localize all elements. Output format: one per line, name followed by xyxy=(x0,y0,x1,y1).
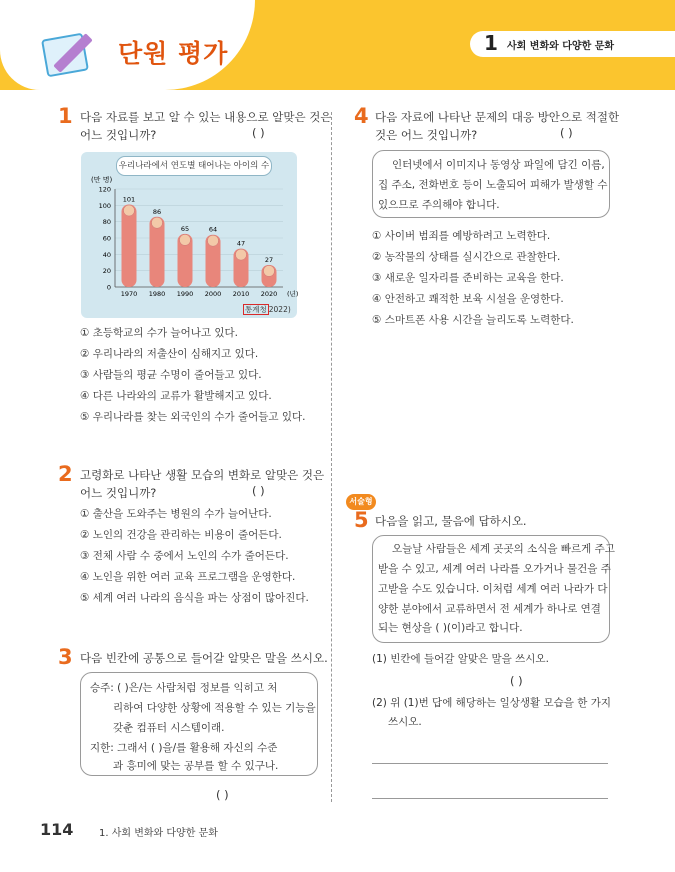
baby-face-icon xyxy=(236,249,247,260)
baby-face-icon xyxy=(152,217,163,228)
q5-answer-line-2[interactable] xyxy=(372,798,608,799)
source-tag: 통계청 xyxy=(245,305,267,314)
y-tick-label: 0 xyxy=(106,283,111,292)
unit-title: 단원 평가 xyxy=(118,39,229,68)
q2-options xyxy=(80,504,309,609)
baby-face-icon xyxy=(124,205,135,216)
y-unit-label: (만 명) xyxy=(91,176,113,184)
q4-option-5[interactable]: ⑤ 스마트폰 사용 시간을 늘리도록 노력한다. xyxy=(372,314,574,326)
q2-number: 2 xyxy=(58,462,73,486)
x-tick-label: 2010 xyxy=(232,290,250,298)
q4-text-line1: 다음 자료에 나타난 문제의 대응 방안으로 적절한 xyxy=(375,110,620,124)
q5-box-2: 받을 수 있고, 세계 여러 나라를 오가거나 물건을 주 xyxy=(378,563,611,575)
q1-text-line2: 어느 것입니까? xyxy=(80,128,157,142)
value-label: 47 xyxy=(236,239,246,248)
q5-number: 5 xyxy=(354,508,369,532)
q1-option-4[interactable]: ④ 다른 나라와의 교류가 활발해지고 있다. xyxy=(80,390,272,402)
q5-sub1-paren[interactable]: ( ) xyxy=(510,674,523,688)
q2-option-2[interactable]: ② 노인의 건강을 관리하는 비용이 줄어든다. xyxy=(80,529,282,541)
q1-number: 1 xyxy=(58,104,73,128)
q5-box-1: 오늘날 사람들은 세계 곳곳의 소식을 빠르게 주고 xyxy=(392,543,615,555)
q3-dialog-2: 리하여 다양한 상황에 적용할 수 있는 기능을 xyxy=(113,702,316,714)
q2-option-3[interactable]: ③ 전체 사람 수 중에서 노인의 수가 줄어든다. xyxy=(80,550,289,562)
q2-answer-paren[interactable]: ( ) xyxy=(252,484,265,498)
q4-options xyxy=(372,226,574,331)
q3-text: 다음 빈칸에 공통으로 들어갈 알맞은 말을 쓰시오. xyxy=(80,651,328,665)
q1-option-5[interactable]: ⑤ 우리나라를 찾는 외국인의 수가 줄어들고 있다. xyxy=(80,411,306,423)
q4-box-3: 있으므로 주의해야 합니다. xyxy=(378,199,500,211)
baby-face-icon xyxy=(208,235,219,246)
q5-sub1: (1) 빈칸에 들어갈 알맞은 말을 쓰시오. xyxy=(372,653,549,665)
q5-box-3: 고받을 수도 있습니다. 이처럼 세계 여러 나라가 다 xyxy=(378,583,608,595)
y-tick-label: 120 xyxy=(98,185,111,194)
q5-sub2-line1: (2) 위 (1)번 답에 해당하는 일상생활 모습을 한 가지 xyxy=(372,697,612,709)
source-year: 2022) xyxy=(268,305,291,314)
x-tick-label: 1980 xyxy=(148,290,166,298)
value-label: 64 xyxy=(208,225,218,234)
q4-number: 4 xyxy=(354,104,369,128)
x-tick-label: 1990 xyxy=(176,290,194,298)
q1-answer-paren[interactable]: ( ) xyxy=(252,126,265,140)
value-label: 65 xyxy=(180,224,190,233)
baby-face-icon xyxy=(180,234,191,245)
q3-dialog-3: 갖춘 컴퓨터 시스템이래. xyxy=(113,722,225,734)
value-label: 27 xyxy=(264,255,274,264)
q4-option-4[interactable]: ④ 안전하고 쾌적한 보육 시설을 운영한다. xyxy=(372,293,564,305)
q4-option-2[interactable]: ② 농작물의 상태를 실시간으로 관찰한다. xyxy=(372,251,561,263)
chart-title: 우리나라에서 연도별 태어나는 아이의 수 xyxy=(116,156,272,176)
bar-chart xyxy=(81,152,297,318)
page-number: 114 xyxy=(40,820,74,839)
q1-options xyxy=(80,323,306,428)
q3-answer-paren[interactable]: ( ) xyxy=(216,788,229,802)
unit-name: 사회 변화와 다양한 문화 xyxy=(507,41,615,52)
q1-text-line1: 다음 자료를 보고 알 수 있는 내용으로 알맞은 것은 xyxy=(80,110,332,124)
q5-text: 다음을 읽고, 물음에 답하시오. xyxy=(375,514,527,528)
q3-dialog-1: 승주: ( )은/는 사람처럼 정보를 익히고 처 xyxy=(90,682,278,694)
q4-answer-paren[interactable]: ( ) xyxy=(560,126,573,140)
x-tick-label: 2020 xyxy=(260,290,278,298)
q4-option-3[interactable]: ③ 새로운 일자리를 준비하는 교육을 한다. xyxy=(372,272,564,284)
value-label: 101 xyxy=(122,195,136,204)
column-divider xyxy=(331,112,332,802)
q5-sub2-line2: 쓰시오. xyxy=(388,716,422,728)
y-tick-label: 20 xyxy=(102,267,111,276)
q4-option-1[interactable]: ① 사이버 범죄를 예방하려고 노력한다. xyxy=(372,230,551,242)
q5-box-5: 되는 현상을 ( )(이)라고 합니다. xyxy=(378,622,523,634)
unit-number: 1 xyxy=(484,31,498,55)
q2-option-5[interactable]: ⑤ 세계 여러 나라의 음식을 파는 상점이 많아진다. xyxy=(80,592,309,604)
footer-text: 1. 사회 변화와 다양한 문화 xyxy=(99,828,218,839)
q2-option-4[interactable]: ④ 노인을 위한 여러 교육 프로그램을 운영한다. xyxy=(80,571,296,583)
y-tick-label: 60 xyxy=(102,234,111,243)
chart-source xyxy=(243,304,291,315)
q3-dialog-5: 과 흥미에 맞는 공부를 할 수 있구나. xyxy=(113,760,279,772)
q4-text-line2: 것은 어느 것입니까? xyxy=(375,128,478,142)
q2-text-line1: 고령화로 나타난 생활 모습의 변화로 알맞은 것은 xyxy=(80,468,325,482)
x-tick-label: 1970 xyxy=(120,290,138,298)
bar xyxy=(122,205,137,287)
q2-option-1[interactable]: ① 출산을 도와주는 병원의 수가 늘어난다. xyxy=(80,508,272,520)
q4-box-2: 집 주소, 전화번호 등이 노출되어 피해가 발생할 수 xyxy=(378,179,608,191)
q1-option-3[interactable]: ③ 사람들의 평균 수명이 줄어들고 있다. xyxy=(80,369,262,381)
q1-option-1[interactable]: ① 초등학교의 수가 늘어나고 있다. xyxy=(80,327,238,339)
q2-text-line2: 어느 것입니까? xyxy=(80,486,157,500)
y-tick-label: 100 xyxy=(98,201,111,210)
y-tick-label: 40 xyxy=(102,250,111,259)
y-tick-label: 80 xyxy=(102,218,111,227)
q5-answer-line-1[interactable] xyxy=(372,763,608,764)
baby-face-icon xyxy=(264,265,275,276)
q3-dialog-4: 지한: 그래서 ( )을/를 활용해 자신의 수준 xyxy=(90,742,278,754)
q5-box-4: 양한 분야에서 교류하면서 전 세계가 하나로 연결 xyxy=(378,603,601,615)
q3-number: 3 xyxy=(58,645,73,669)
q1-option-2[interactable]: ② 우리나라의 저출산이 심해지고 있다. xyxy=(80,348,259,360)
descriptive-badge: 서술형 xyxy=(346,494,376,510)
x-unit-label: (년) xyxy=(287,290,299,298)
q4-box-1: 인터넷에서 이미지나 동영상 파일에 담긴 이름, xyxy=(392,159,605,171)
x-tick-label: 2000 xyxy=(204,290,222,298)
value-label: 86 xyxy=(152,207,162,216)
